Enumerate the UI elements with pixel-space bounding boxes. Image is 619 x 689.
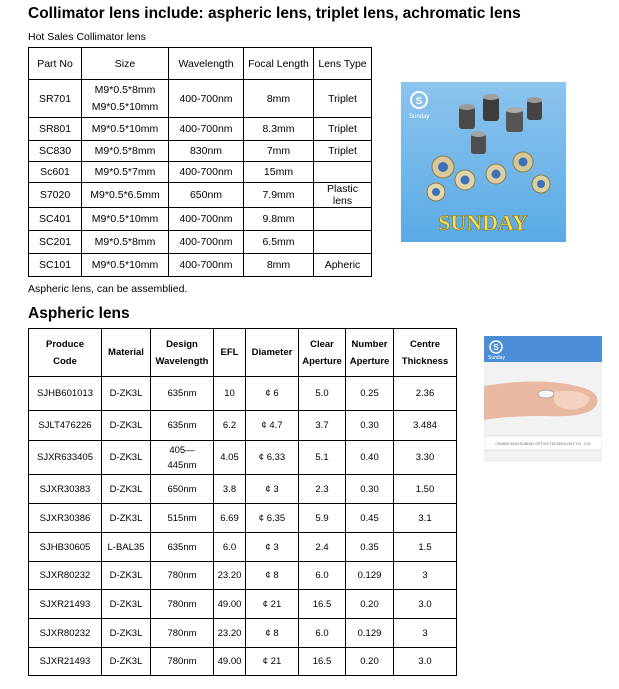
design-wavelength bbox=[151, 619, 214, 648]
focal-length: 8mm bbox=[244, 80, 314, 118]
part-no: SR801 bbox=[29, 118, 82, 141]
aspheric-lens-photo bbox=[484, 336, 602, 462]
diameter: ¢ 6.35 bbox=[246, 504, 299, 533]
brand-logo-text: Sunday bbox=[488, 355, 505, 361]
header-wavelength: Wavelength bbox=[169, 48, 244, 80]
centre-thickness: 3.0 bbox=[394, 590, 457, 619]
material: D-ZK3L bbox=[102, 590, 151, 619]
design-wavelength bbox=[151, 475, 214, 504]
header-line: Aperture bbox=[302, 355, 342, 367]
brand-logo-icon bbox=[411, 92, 427, 108]
efl: 49.00 bbox=[214, 590, 246, 619]
brand-banner-text: SUNDAY bbox=[438, 210, 528, 235]
design-wavelength bbox=[151, 411, 214, 441]
size-value: M9*0.5*8mm bbox=[82, 231, 169, 254]
lens-type bbox=[314, 208, 372, 231]
centre-thickness: 3.1 bbox=[394, 504, 457, 533]
table-row bbox=[29, 504, 457, 533]
wavelength-line: 635nm bbox=[167, 541, 197, 553]
wavelength: 400-700nm bbox=[169, 254, 244, 277]
table-row bbox=[29, 562, 457, 590]
svg-text:S: S bbox=[493, 343, 499, 352]
header-part-no: Part No bbox=[29, 48, 82, 80]
section-title-collimator: Collimator lens include: aspheric lens, triplet lens, achromatic lens bbox=[28, 5, 521, 22]
header-focal-length: Focal Length bbox=[244, 48, 314, 80]
finger-icon bbox=[484, 381, 598, 420]
efl: 6.0 bbox=[214, 533, 246, 562]
material: D-ZK3L bbox=[102, 619, 151, 648]
section-title-aspheric: Aspheric lens bbox=[28, 305, 130, 322]
design-wavelength bbox=[151, 441, 214, 475]
clear-aperture: 2.4 bbox=[299, 533, 346, 562]
header-diameter: Diameter bbox=[246, 329, 299, 377]
number-aperture: 0.30 bbox=[346, 411, 394, 441]
material: D-ZK3L bbox=[102, 475, 151, 504]
header-lens-type: Lens Type bbox=[314, 48, 372, 80]
size-value: M9*0.5*6.5mm bbox=[82, 183, 169, 208]
part-no: Sc601 bbox=[29, 162, 82, 183]
efl: 10 bbox=[214, 377, 246, 411]
focal-length: 8.3mm bbox=[244, 118, 314, 141]
lens-type bbox=[314, 231, 372, 254]
number-aperture: 0.35 bbox=[346, 533, 394, 562]
wavelength-line-2: 445nm bbox=[167, 459, 197, 471]
table-caption: Hot Sales Collimator lens bbox=[28, 31, 146, 43]
efl: 23.20 bbox=[214, 619, 246, 648]
number-aperture: 0.25 bbox=[346, 377, 394, 411]
wavelength-line: 780nm bbox=[167, 598, 197, 610]
wavelength: 400-700nm bbox=[169, 118, 244, 141]
lens-barrel-icon bbox=[459, 94, 542, 154]
table-row bbox=[29, 411, 457, 441]
focal-length: 7.9mm bbox=[244, 183, 314, 208]
lens-type: Triplet bbox=[314, 118, 372, 141]
lens-type: Plastic lens bbox=[314, 183, 372, 208]
size-value: M9*0.5*7mm bbox=[82, 162, 169, 183]
part-no: SC830 bbox=[29, 141, 82, 162]
clear-aperture: 6.0 bbox=[299, 619, 346, 648]
produce-code: SJXR30386 bbox=[29, 504, 102, 533]
table-row bbox=[29, 377, 457, 411]
header-line: Design bbox=[166, 338, 198, 350]
table-row bbox=[29, 162, 372, 183]
diameter: ¢ 6.33 bbox=[246, 441, 299, 475]
number-aperture: 0.40 bbox=[346, 441, 394, 475]
clear-aperture: 5.1 bbox=[299, 441, 346, 475]
size-cell bbox=[82, 80, 169, 118]
header-centre-thickness bbox=[394, 329, 457, 377]
diameter: ¢ 6 bbox=[246, 377, 299, 411]
part-no: SR701 bbox=[29, 80, 82, 118]
lens-element-icon bbox=[538, 390, 554, 398]
table-row bbox=[29, 141, 372, 162]
design-wavelength bbox=[151, 504, 214, 533]
efl: 23.20 bbox=[214, 562, 246, 590]
wavelength-line: 405— bbox=[169, 444, 195, 456]
number-aperture: 0.20 bbox=[346, 590, 394, 619]
table-row bbox=[29, 183, 372, 208]
number-aperture: 0.45 bbox=[346, 504, 394, 533]
table-row bbox=[29, 619, 457, 648]
wavelength: 400-700nm bbox=[169, 80, 244, 118]
wavelength: 400-700nm bbox=[169, 208, 244, 231]
centre-thickness: 3.484 bbox=[394, 411, 457, 441]
header-line: Code bbox=[53, 355, 77, 367]
material: D-ZK3L bbox=[102, 504, 151, 533]
produce-code: SJLT476226 bbox=[29, 411, 102, 441]
wavelength: 400-700nm bbox=[169, 231, 244, 254]
part-no: S7020 bbox=[29, 183, 82, 208]
header-line: Thickness bbox=[401, 355, 449, 367]
header-material: Material bbox=[102, 329, 151, 377]
number-aperture: 0.129 bbox=[346, 619, 394, 648]
table-header-row bbox=[29, 329, 457, 377]
table-header-row bbox=[29, 48, 372, 80]
efl: 4.05 bbox=[214, 441, 246, 475]
centre-thickness: 3.30 bbox=[394, 441, 457, 475]
material: D-ZK3L bbox=[102, 441, 151, 475]
header-line: Wavelength bbox=[155, 355, 209, 367]
centre-thickness: 2.36 bbox=[394, 377, 457, 411]
header-clear-aperture bbox=[299, 329, 346, 377]
table-row bbox=[29, 118, 372, 141]
table-row bbox=[29, 590, 457, 619]
clear-aperture: 3.7 bbox=[299, 411, 346, 441]
lens-type: Triplet bbox=[314, 80, 372, 118]
focal-length: 8mm bbox=[244, 254, 314, 277]
header-efl: EFL bbox=[214, 329, 246, 377]
table-row bbox=[29, 208, 372, 231]
diameter: ¢ 3 bbox=[246, 475, 299, 504]
diameter: ¢ 21 bbox=[246, 648, 299, 676]
centre-thickness: 3.0 bbox=[394, 648, 457, 676]
company-caption: CHANGCHUN SUNDAY OPTICS TECHNOLOGY CO., LTD bbox=[495, 442, 591, 446]
produce-code: SJXR30383 bbox=[29, 475, 102, 504]
produce-code: SJXR80232 bbox=[29, 562, 102, 590]
collimator-table bbox=[28, 47, 372, 277]
brand-logo-text: Sunday bbox=[409, 114, 430, 120]
wavelength-line: 515nm bbox=[167, 512, 197, 524]
lens-type: Triplet bbox=[314, 141, 372, 162]
design-wavelength bbox=[151, 562, 214, 590]
design-wavelength bbox=[151, 648, 214, 676]
focal-length: 9.8mm bbox=[244, 208, 314, 231]
table-row bbox=[29, 254, 372, 277]
efl: 49.00 bbox=[214, 648, 246, 676]
produce-code: SJHB601013 bbox=[29, 377, 102, 411]
lens-type bbox=[314, 162, 372, 183]
size-value: M9*0.5*10mm bbox=[82, 254, 169, 277]
clear-aperture: 5.0 bbox=[299, 377, 346, 411]
focal-length: 7mm bbox=[244, 141, 314, 162]
material: D-ZK3L bbox=[102, 648, 151, 676]
aspheric-note: Aspheric lens, can be assemblied. bbox=[28, 283, 188, 295]
header-number-aperture bbox=[346, 329, 394, 377]
efl: 6.2 bbox=[214, 411, 246, 441]
size-value: M9*0.5*10mm bbox=[82, 118, 169, 141]
produce-code: SJXR80232 bbox=[29, 619, 102, 648]
wavelength-line: 650nm bbox=[167, 483, 197, 495]
centre-thickness: 3 bbox=[394, 619, 457, 648]
part-no: SC401 bbox=[29, 208, 82, 231]
produce-code: SJHB30605 bbox=[29, 533, 102, 562]
table-row bbox=[29, 231, 372, 254]
header-line: Number bbox=[351, 338, 388, 350]
size-value-2: M9*0.5*10mm bbox=[91, 100, 159, 113]
material: D-ZK3L bbox=[102, 562, 151, 590]
part-no: SC201 bbox=[29, 231, 82, 254]
produce-code: SJXR633405 bbox=[29, 441, 102, 475]
header-produce-code bbox=[29, 329, 102, 377]
lens-element-icon bbox=[427, 152, 550, 201]
header-line: Aperture bbox=[349, 355, 390, 367]
size-value: M9*0.5*8mm bbox=[82, 141, 169, 162]
wavelength: 400-700nm bbox=[169, 162, 244, 183]
clear-aperture: 16.5 bbox=[299, 590, 346, 619]
clear-aperture: 5.9 bbox=[299, 504, 346, 533]
header-size: Size bbox=[82, 48, 169, 80]
table-row bbox=[29, 475, 457, 504]
lens-type: Apheric bbox=[314, 254, 372, 277]
produce-code: SJXR21493 bbox=[29, 590, 102, 619]
centre-thickness: 1.50 bbox=[394, 475, 457, 504]
clear-aperture: 2.3 bbox=[299, 475, 346, 504]
table-row bbox=[29, 80, 372, 118]
number-aperture: 0.20 bbox=[346, 648, 394, 676]
collimator-lens-photo bbox=[401, 82, 566, 242]
efl: 3.8 bbox=[214, 475, 246, 504]
table-row bbox=[29, 648, 457, 676]
wavelength: 830nm bbox=[169, 141, 244, 162]
wavelength-line: 780nm bbox=[167, 627, 197, 639]
clear-aperture: 6.0 bbox=[299, 562, 346, 590]
efl: 6.69 bbox=[214, 504, 246, 533]
diameter: ¢ 3 bbox=[246, 533, 299, 562]
material: D-ZK3L bbox=[102, 411, 151, 441]
diameter: ¢ 8 bbox=[246, 562, 299, 590]
design-wavelength bbox=[151, 533, 214, 562]
size-value: M9*0.5*10mm bbox=[82, 208, 169, 231]
material: D-ZK3L bbox=[102, 377, 151, 411]
diameter: ¢ 21 bbox=[246, 590, 299, 619]
wavelength-line: 780nm bbox=[167, 570, 197, 581]
wavelength-line: 635nm bbox=[167, 388, 197, 399]
header-line: Centre bbox=[409, 338, 441, 350]
design-wavelength bbox=[151, 377, 214, 411]
focal-length: 6.5mm bbox=[244, 231, 314, 254]
part-no: SC101 bbox=[29, 254, 82, 277]
header-design-wavelength bbox=[151, 329, 214, 377]
wavelength: 650nm bbox=[169, 183, 244, 208]
diameter: ¢ 4.7 bbox=[246, 411, 299, 441]
design-wavelength bbox=[151, 590, 214, 619]
aspheric-table bbox=[28, 328, 457, 676]
material: L-BAL35 bbox=[102, 533, 151, 562]
header-line: Produce bbox=[45, 338, 84, 350]
clear-aperture: 16.5 bbox=[299, 648, 346, 676]
number-aperture: 0.129 bbox=[346, 562, 394, 590]
number-aperture: 0.30 bbox=[346, 475, 394, 504]
wavelength-line: 635nm bbox=[167, 420, 197, 431]
wavelength-line: 780nm bbox=[167, 656, 197, 667]
header-line: Clear bbox=[310, 338, 334, 350]
produce-code: SJXR21493 bbox=[29, 648, 102, 676]
table-row bbox=[29, 441, 457, 475]
centre-thickness: 1.5 bbox=[394, 533, 457, 562]
aspheric-lens-illustration bbox=[484, 336, 602, 462]
table-row bbox=[29, 533, 457, 562]
diameter: ¢ 8 bbox=[246, 619, 299, 648]
centre-thickness: 3 bbox=[394, 562, 457, 590]
size-value: M9*0.5*8mm bbox=[94, 83, 156, 96]
collimator-lens-illustration bbox=[401, 82, 566, 242]
svg-text:S: S bbox=[415, 96, 423, 107]
focal-length: 15mm bbox=[244, 162, 314, 183]
